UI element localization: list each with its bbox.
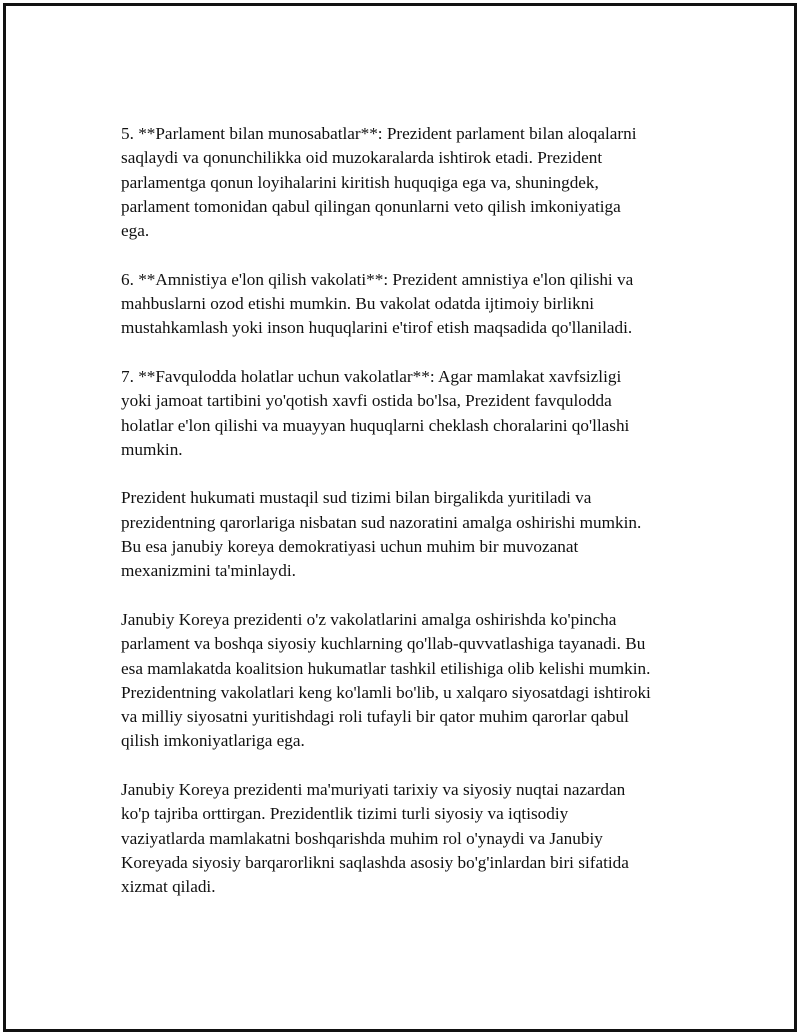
text-line: vaziyatlarda mamlakatni boshqarishda muhim rol o'ynaydi va Janubiy	[121, 828, 603, 848]
text-line: ega.	[121, 221, 150, 241]
text-line: prezidentning qarorlariga nisbatan sud nazoratini amalga oshirishi mumkin.	[121, 512, 642, 532]
page-frame	[3, 3, 797, 1032]
text-line: holatlar e'lon qilishi va muayyan huquqlarni cheklash choralarini qo'llashi	[121, 415, 630, 435]
paragraph-mamuriyat	[121, 778, 701, 899]
text-line: ko'p tajriba orttirgan. Prezidentlik tizimi turli siyosiy va iqtisodiy	[121, 804, 569, 824]
text-line: esa mamlakatda koalitsion hukumatlar tashkil etilishiga olib kelishi mumkin.	[121, 658, 651, 678]
paragraph-sud-tizimi	[121, 486, 701, 583]
text-line: 7. **Favqulodda holatlar uchun vakolatlar**: Agar mamlakat xavfsizligi	[121, 366, 622, 386]
document-body	[121, 122, 701, 924]
paragraph-amnistiya	[121, 268, 701, 341]
text-line: parlament tomonidan qabul qilingan qonunlarni veto qilish imkoniyatiga	[121, 196, 621, 216]
paragraph-favqulodda	[121, 365, 701, 462]
paragraph-parlament	[121, 122, 701, 243]
text-line: parlamentga qonun loyihalarini kiritish huquqiga ega va, shuningdek,	[121, 172, 599, 192]
text-line: saqlaydi va qonunchilikka oid muzokaralarda ishtirok etadi. Prezident	[121, 148, 603, 168]
text-line: qilish imkoniyatlariga ega.	[121, 731, 305, 751]
text-line: Janubiy Koreya prezidenti ma'muriyati tarixiy va siyosiy nuqtai nazardan	[121, 780, 626, 800]
text-line: Janubiy Koreya prezidenti o'z vakolatlarini amalga oshirishda ko'pincha	[121, 609, 617, 629]
text-line: Prezident hukumati mustaqil sud tizimi bilan birgalikda yuritiladi va	[121, 488, 592, 508]
text-line: mustahkamlash yoki inson huquqlarini e'tirof etish maqsadida qo'llaniladi.	[121, 318, 633, 338]
text-line: mumkin.	[121, 439, 183, 459]
text-line: mexanizmini ta'minlaydi.	[121, 561, 296, 581]
text-line: Bu esa janubiy koreya demokratiyasi uchun muhim bir muvozanat	[121, 537, 579, 557]
text-line: mahbuslarni ozod etishi mumkin. Bu vakolat odatda ijtimoiy birlikni	[121, 294, 595, 314]
text-line: va milliy siyosatni yuritishdagi roli tufayli bir qator muhim qarorlar qabul	[121, 707, 629, 727]
text-line: yoki jamoat tartibini yo'qotish xavfi ostida bo'lsa, Prezident favqulodda	[121, 391, 612, 411]
text-line: 5. **Parlament bilan munosabatlar**: Prezident parlament bilan aloqalarni	[121, 124, 637, 143]
text-line: Prezidentning vakolatlari keng ko'lamli bo'lib, u xalqaro siyosatdagi ishtiroki	[121, 682, 651, 702]
text-line: xizmat qiladi.	[121, 877, 216, 897]
paragraph-vakolatlar	[121, 608, 701, 754]
text-line: parlament va boshqa siyosiy kuchlarning qo'llab-quvvatlashiga tayanadi. Bu	[121, 634, 646, 654]
text-line: 6. **Amnistiya e'lon qilish vakolati**: Prezident amnistiya e'lon qilishi va	[121, 269, 634, 289]
text-line: Koreyada siyosiy barqarorlikni saqlashda asosiy bo'g'inlardan biri sifatida	[121, 852, 629, 872]
